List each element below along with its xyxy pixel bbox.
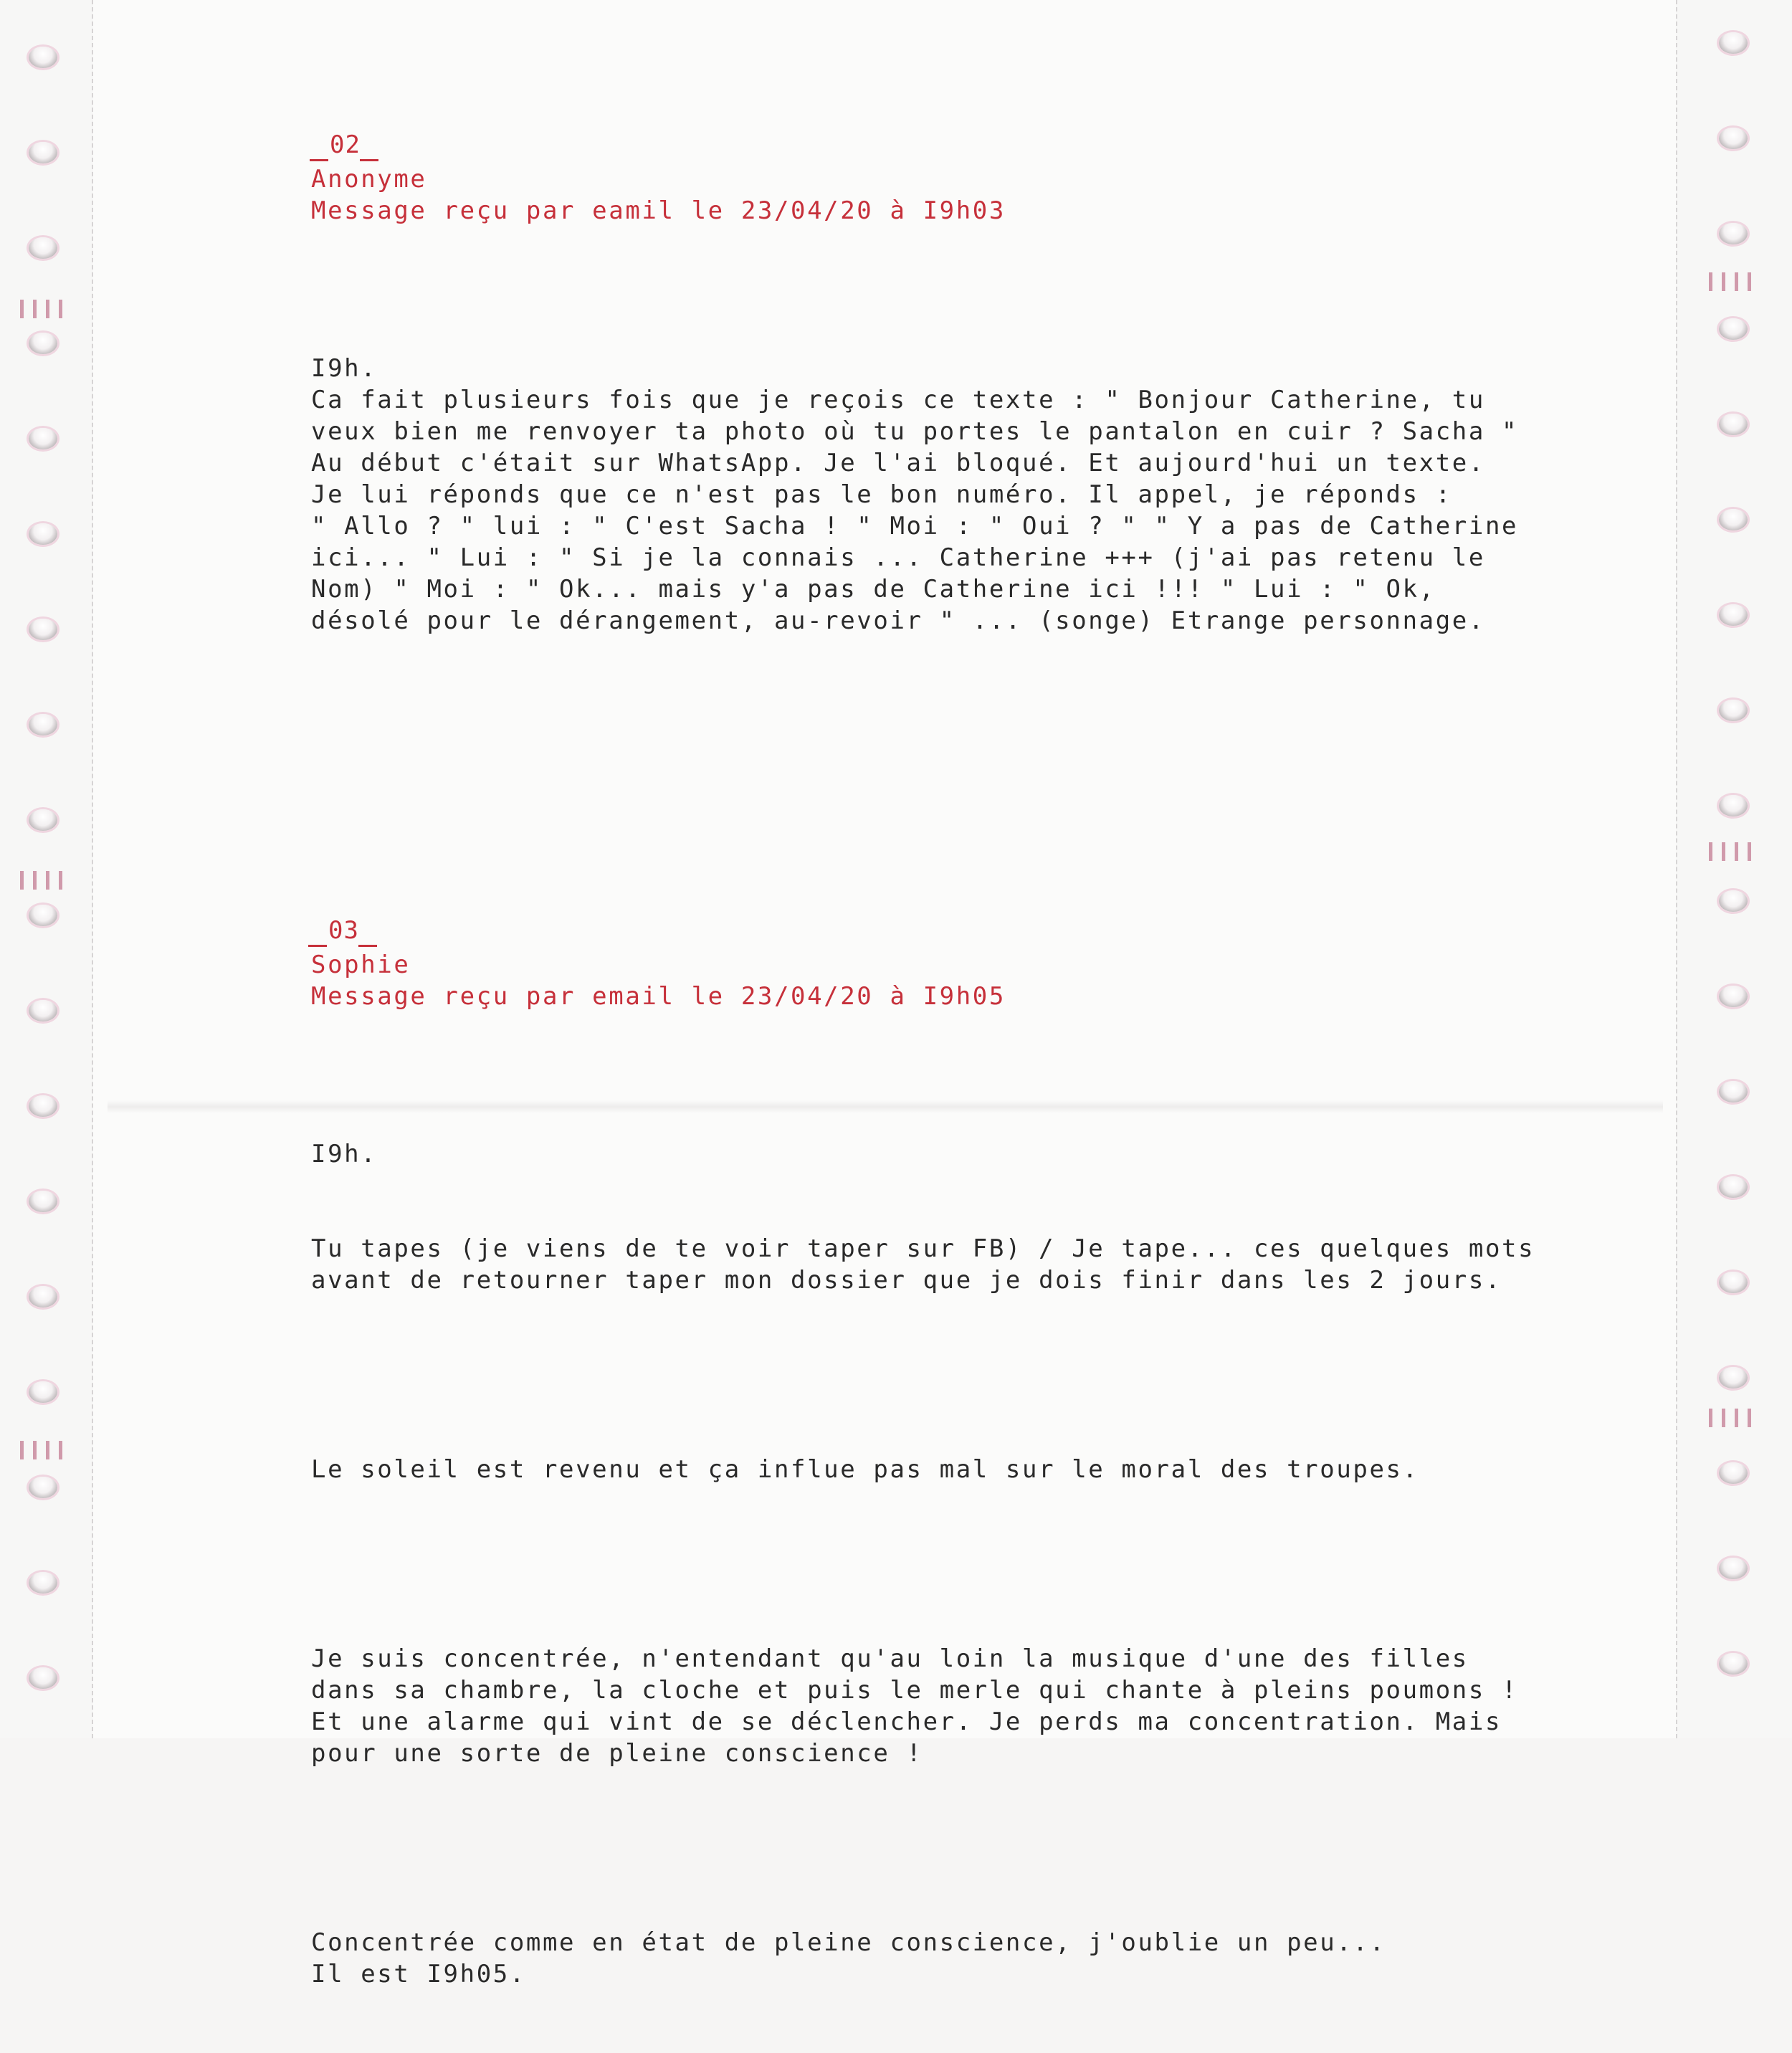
feed-hole bbox=[1719, 509, 1748, 530]
feed-hole bbox=[1719, 700, 1748, 721]
feed-hole bbox=[29, 1000, 57, 1021]
feed-hole bbox=[29, 1095, 57, 1117]
entry-meta: Message reçu par email le 23/04/20 à I9h05 bbox=[311, 982, 1006, 1011]
perforation-mark bbox=[20, 1441, 70, 1459]
feed-hole bbox=[29, 1667, 57, 1689]
feed-hole bbox=[29, 714, 57, 735]
entry-number: 02 bbox=[330, 130, 361, 159]
feed-hole bbox=[29, 237, 57, 259]
feed-hole bbox=[1719, 795, 1748, 816]
paper-fold-smudge bbox=[108, 1100, 1663, 1113]
body-paragraph: Le soleil est revenu et ça influe pas mal sur le moral des troupes. bbox=[311, 1455, 1419, 1484]
feed-hole bbox=[1719, 1367, 1748, 1388]
feed-hole bbox=[29, 428, 57, 449]
feed-hole bbox=[1719, 223, 1748, 244]
number-underline-left bbox=[310, 159, 328, 161]
entry-time-line: I9h. bbox=[311, 354, 378, 383]
perforation-mark bbox=[1709, 272, 1759, 291]
entry-author: Sophie bbox=[311, 951, 411, 979]
perforation-mark bbox=[1709, 842, 1759, 861]
feed-hole bbox=[1719, 1462, 1748, 1484]
perforation-mark bbox=[20, 300, 70, 318]
feed-hole bbox=[1719, 1176, 1748, 1198]
entry-meta: Message reçu par eamil le 23/04/20 à I9h03 bbox=[311, 196, 1006, 225]
feed-hole bbox=[29, 142, 57, 163]
feed-hole bbox=[1719, 890, 1748, 912]
entry-author: Anonyme bbox=[311, 165, 427, 194]
feed-hole bbox=[29, 1477, 57, 1498]
feed-hole bbox=[1719, 1272, 1748, 1293]
feed-hole bbox=[1719, 414, 1748, 435]
feed-hole bbox=[29, 1191, 57, 1212]
entry-body bbox=[311, 1170, 1535, 2053]
feed-hole bbox=[29, 905, 57, 926]
feed-hole bbox=[29, 47, 57, 68]
entry-body: Ca fait plusieurs fois que je reçois ce texte : " Bonjour Catherine, tu veux bien me renvoyer ta photo où tu portes le pantalon en cuir ? Sacha " Au début c'était sur WhatsApp. Je l'ai bloqué. Et aujourd'hui un texte. Je lui réponds que ce n'est pas le bon numéro. Il appel, je réponds : " Allo ? " lui : " C'est Sacha ! " Moi : " Oui ? " " Y a pas de Catherine ici... " Lui : " Si je la connais ... Catherine +++ (j'ai pas retenu le Nom) " Moi : " Ok... mais y'a pas de Catherine ici !!! " Lui : " Ok, désolé pour le dérangement, au-revoir " ... (songe) Etrange personnage. bbox=[311, 386, 1519, 635]
feed-hole bbox=[29, 1381, 57, 1403]
feed-hole bbox=[29, 523, 57, 545]
number-underline-right bbox=[358, 945, 377, 947]
body-paragraph: Concentrée comme en état de pleine conscience, j'oublie un peu... Il est I9h05. bbox=[311, 1928, 1386, 1988]
feed-hole bbox=[1719, 1558, 1748, 1579]
feed-hole bbox=[1719, 318, 1748, 340]
feed-hole bbox=[1719, 986, 1748, 1007]
perforation-mark bbox=[20, 871, 70, 890]
perforation-mark bbox=[1709, 1409, 1759, 1427]
number-underline-right bbox=[360, 159, 378, 161]
feed-hole bbox=[1719, 604, 1748, 626]
feed-hole bbox=[29, 1572, 57, 1594]
feed-hole bbox=[29, 333, 57, 354]
feed-hole bbox=[1719, 32, 1748, 54]
feed-hole bbox=[29, 619, 57, 640]
feed-hole bbox=[1719, 1653, 1748, 1675]
entry-number: 03 bbox=[328, 916, 359, 945]
body-paragraph: Je suis concentrée, n'entendant qu'au loin la musique d'une des filles dans sa chambre, la cloche et puis le merle qui chante à pleins poumons ! Et une alarme qui vint de se déclencher. Je perds ma concentration. Mais pour une sorte de pleine conscience ! bbox=[311, 1644, 1519, 1768]
entry-time-line: I9h. bbox=[311, 1140, 378, 1168]
feed-hole bbox=[1719, 1081, 1748, 1102]
feed-hole bbox=[29, 1286, 57, 1307]
body-paragraph: Tu tapes (je viens de te voir taper sur FB) / Je tape... ces quelques mots avant de retourner taper mon dossier que je dois finir dans les 2 jours. bbox=[311, 1234, 1535, 1295]
feed-hole bbox=[29, 809, 57, 831]
number-underline-left bbox=[308, 945, 327, 947]
feed-hole bbox=[1719, 128, 1748, 149]
